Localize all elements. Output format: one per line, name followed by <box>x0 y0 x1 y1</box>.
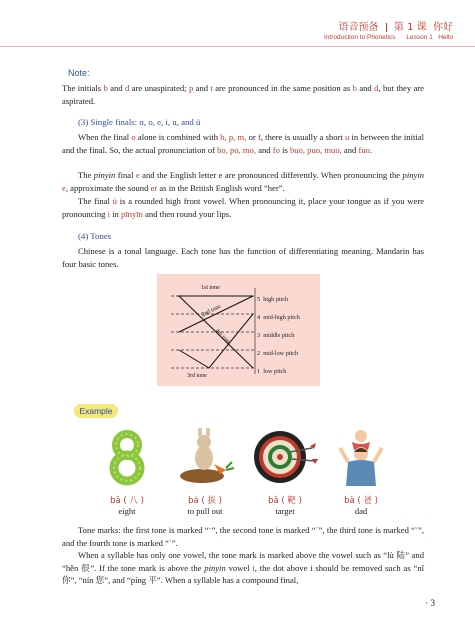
chapter-title-en: Introduction to Phonetics <box>323 34 396 41</box>
tone-1-label: 1st tone <box>201 285 220 291</box>
number-eight-icon <box>92 428 162 486</box>
example-pinyin: bā ( 八 ) <box>110 496 144 506</box>
single-finals-paragraph-2: The pinyin final e and the English letter e are pronounced differently. When pronouncing the pinyin e, approximate the sound er as in the British English word “her”. <box>62 170 425 193</box>
chapter-title-zh: 语音预备 <box>338 22 379 33</box>
dartboard-icon <box>250 428 320 486</box>
note-paragraph: The initials b and d are unaspirated; p and t are pronounced in the same position as b and d, but they are aspirated. <box>62 83 424 106</box>
pitch-level: 2 mid-low pitch <box>257 350 299 357</box>
tone-2-label: 2nd tone <box>200 303 223 319</box>
header-zh <box>324 18 453 33</box>
example-pinyin: bá ( 拔 ) <box>188 496 222 506</box>
example-pinyin: bà ( 爸 ) <box>344 496 378 506</box>
header-rule <box>0 46 475 47</box>
tone-mark-placement-paragraph: When a syllable has only one vowel, the tone mark is marked above the vowel such as “lù 陆” and “hěn 很”. If the tone mark is above the pinyin vowel i, the dot above i should be removed such as “nǐ 你”, “nín 您”, and “píng 平”. When a syllable has a compound final, <box>62 550 425 586</box>
single-finals-heading: (3) Single finals: ɑ, o, e, i, u, and ü <box>78 117 201 127</box>
lesson-number-en: Lesson 1 <box>406 34 433 41</box>
pitch-level: 4 mid-high pitch <box>257 314 300 321</box>
tone-3-contour <box>179 314 253 368</box>
example-gloss: target <box>275 506 295 516</box>
example-pinyin: bǎ ( 靶 ) <box>268 496 302 506</box>
pitch-level: 3 middle pitch <box>257 332 295 339</box>
header-divider <box>386 23 387 32</box>
page-header <box>324 18 453 41</box>
header-en <box>324 34 453 41</box>
single-finals-paragraph-3: The final ü is a rounded high front vowel. When pronouncing it, place your tongue as if you were pronouncing i in pīnyīn and then round your lips. <box>62 196 424 219</box>
note-heading: Note: <box>68 68 90 78</box>
lesson-title-en: Hello <box>438 34 453 41</box>
example-gloss: eight <box>118 506 136 516</box>
tone-marks-paragraph: Tone marks: the first tone is marked “ˉ”, the second tone is marked “ˊ”, the third tone is marked “ˇ”, and the fourth tone is marked “ˋ”. <box>62 525 424 548</box>
page-number: · 3 <box>425 598 435 608</box>
father-child-icon <box>326 428 396 486</box>
example-gloss: to pull out <box>187 506 223 516</box>
lesson-title-zh: 你好 <box>433 22 453 33</box>
pitch-level: 1 low pitch <box>257 368 287 375</box>
tone-diagram <box>157 274 320 386</box>
tones-heading: (4) Tones <box>78 231 112 241</box>
tone-3-label: 3rd tone <box>187 373 207 379</box>
rabbit-pulling-carrot-icon <box>170 428 240 486</box>
tones-intro: Chinese is a tonal language. Each tone has the function of differentiating meaning. Mandarin has four basic tones. <box>62 246 424 269</box>
tone-4-label: 4th tone <box>213 328 232 346</box>
pitch-levels <box>257 291 300 381</box>
pitch-level: 5 high pitch <box>257 296 289 303</box>
lesson-number-zh: 第 1 课 <box>393 22 427 33</box>
example-heading: Example <box>74 404 118 418</box>
single-finals-paragraph-1: When the final o alone is combined with b, p, m, or f, there is usually a short u in between the initial and the final. So, the actual pronunciation of bo, po, mo, and fo is buo, puo, muo, and fuo. <box>62 132 424 155</box>
example-gloss: dad <box>354 506 368 516</box>
